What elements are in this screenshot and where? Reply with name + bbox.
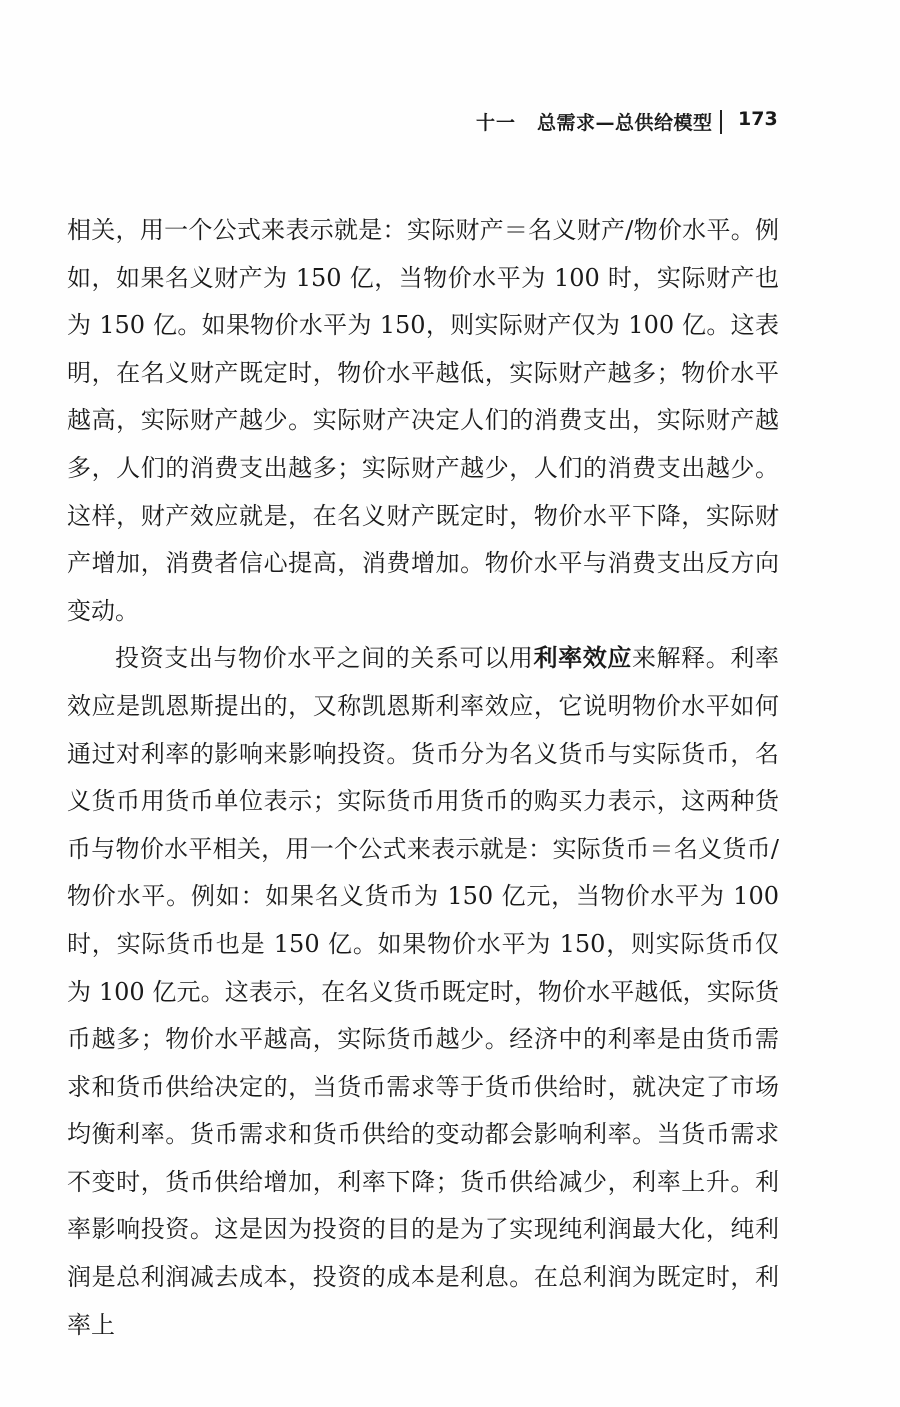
paragraph-interest-rate-effect [67,635,779,1349]
page-number: 173 [738,108,778,130]
key-term-interest-rate-effect: 利率效应 [533,644,632,673]
body-text [67,207,779,1349]
paragraph-text-before: 投资支出与物价水平之间的关系可以用 [115,644,534,673]
paragraph-wealth-effect: 相关，用一个公式来表示就是：实际财产＝名义财产/物价水平。例如，如果名义财产为 150 亿，当物价水平为 100 时，实际财产也为 150 亿。如果物价水平为 150，则实际财产仅为 100 亿。这表明，在名义财产既定时，物价水平越低，实际财产越多；物价水平越高，实际财产越少。实际财产决定人们的消费支出，实际财产越多，人们的消费支出越多；实际财产越少，人们的消费支出越少。这样，财产效应就是，在名义财产既定时，物价水平下降，实际财产增加，消费者信心提高，消费增加。物价水平与消费支出反方向变动。 [67,216,779,625]
paragraph-text-after: 来解释。利率效应是凯恩斯提出的，又称凯恩斯利率效应，它说明物价水平如何通过对利率的影响来影响投资。货币分为名义货币与实际货币，名义货币用货币单位表示；实际货币用货币的购买力表示，这两种货币与物价水平相关，用一个公式来表示就是：实际货币＝名义货币/物价水平。例如：如果名义货币为 150 亿元，当物价水平为 100 时，实际货币也是 150 亿。如果物价水平为 150，则实际货币仅为 100 亿元。这表示，在名义货币既定时，物价水平越低，实际货币越多；物价水平越高，实际货币越少。经济中的利率是由货币需求和货币供给决定的，当货币需求等于货币供给时，就决定了市场均衡利率。货币需求和货币供给的变动都会影响利率。当货币需求不变时，货币供给增加，利率下降；货币供给减少，利率上升。利率影响投资。这是因为投资的目的是为了实现纯利润最大化，纯利润是总利润减去成本，投资的成本是利息。在总利润为既定时，利率上 [67,644,780,1339]
chapter-number: 十一 [476,112,517,134]
chapter-title: 总需求—总供给模型 [537,112,713,134]
header-divider [720,110,722,134]
running-header [0,108,900,138]
